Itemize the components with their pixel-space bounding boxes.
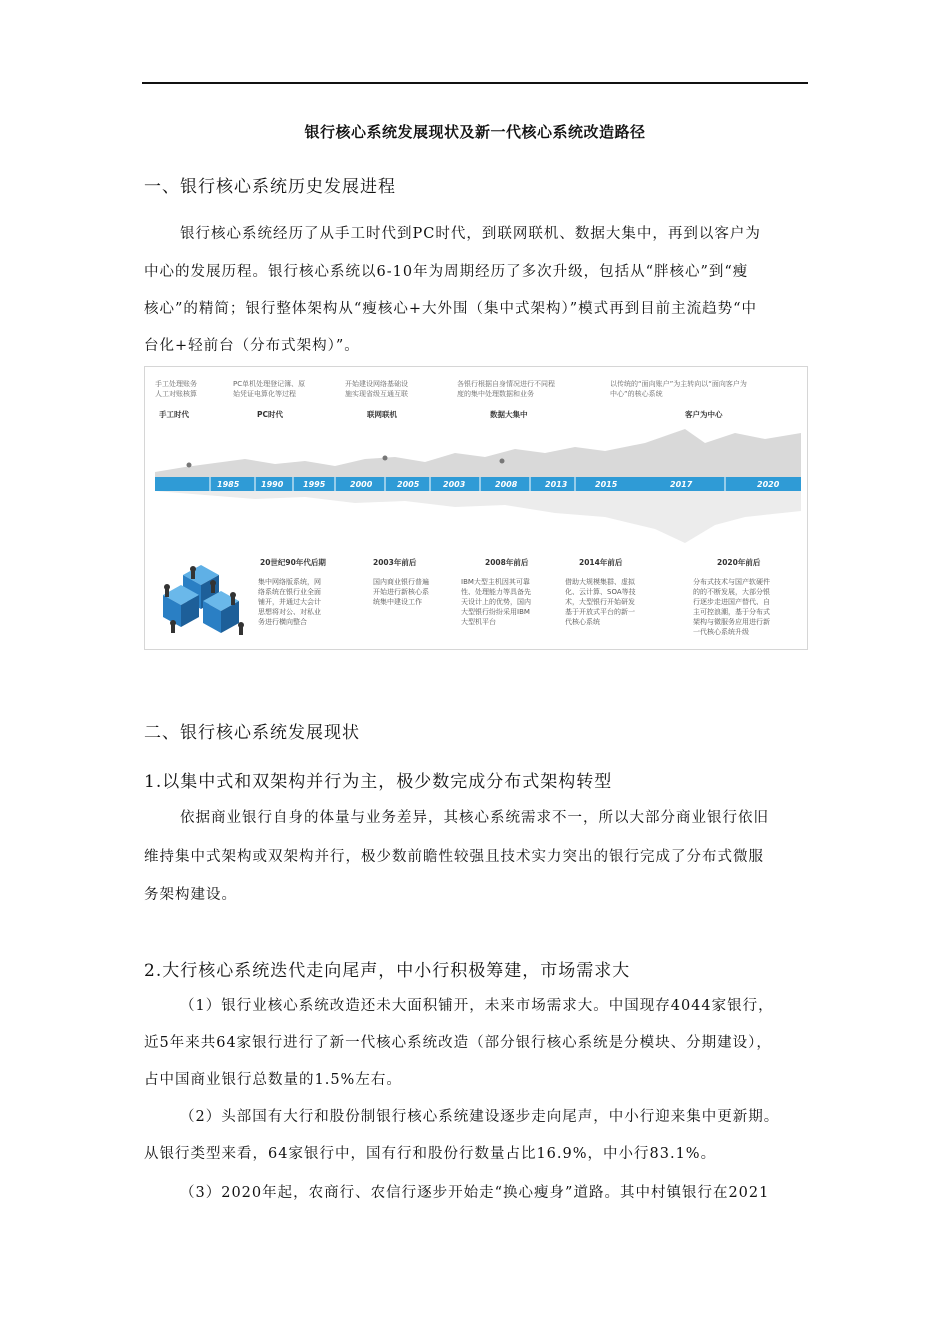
document-title: 银行核心系统发展现状及新一代核心系统改造路径 bbox=[304, 123, 646, 141]
year-label: 2000 bbox=[350, 480, 373, 489]
year-label: 2005 bbox=[397, 480, 420, 489]
text-line: 银行核心系统经历了从手工时代到PC时代，到联网联机、数据大集中，再到以客户为 bbox=[180, 226, 761, 242]
text-line: 台化+轻前台（分布式架构）”。 bbox=[144, 338, 360, 354]
text-line: 从银行类型来看，64家银行中，国有行和股份行数量占比16.9%，中小行83.1%。 bbox=[144, 1146, 717, 1162]
era-marker bbox=[383, 456, 388, 461]
period-note: 分布式技术与国产软硬件 的的不断发展，大部分银 行逐步走进国产替代、自 主可控浪潮，基于分布式 架构与微服务应用进行新 一代核心系统升级 bbox=[693, 578, 770, 636]
header-rule bbox=[142, 82, 808, 84]
year-label: 2020 bbox=[757, 480, 780, 489]
year-label: 2008 bbox=[495, 480, 518, 489]
era-note: PC单机处理登记簿、原 始凭证电算化等过程 bbox=[233, 380, 306, 398]
period-heading: 2014年前后 bbox=[579, 558, 623, 567]
year-label: 1990 bbox=[261, 480, 284, 489]
text-line: （3）2020年起，农商行、农信行逐步开始走“换心瘦身”道路。其中村镇银行在2021 bbox=[180, 1185, 770, 1201]
era-marker bbox=[187, 463, 192, 468]
period-heading: 2008年前后 bbox=[485, 558, 529, 567]
subsection1-heading: 1.以集中式和双架构并行为主，极少数完成分布式架构转型 bbox=[144, 772, 613, 792]
section2-heading: 二、银行核心系统发展现状 bbox=[144, 723, 360, 743]
text-line: （1）银行业核心系统改造还未大面积铺开，未来市场需求大。中国现存4044家银行， bbox=[180, 998, 774, 1014]
era-label: PC时代 bbox=[257, 410, 284, 419]
text-line: 维持集中式架构或双架构并行，极少数前瞻性较强且技术实力突出的银行完成了分布式微服 bbox=[144, 849, 764, 865]
period-heading: 20世纪90年代后期 bbox=[260, 558, 326, 567]
year-label: 1995 bbox=[303, 480, 326, 489]
text-line: 核心”的精简；银行整体架构从“瘦核心+大外围（集中式架构）”模式再到目前主流趋势“中 bbox=[144, 301, 758, 317]
year-label: 1985 bbox=[217, 480, 240, 489]
period-note: 集中网络版系统，网 络系统在银行业全面 铺开，并通过大会计 思想将对公、对私业 务进行横向整合 bbox=[258, 578, 321, 626]
period-note: 国内商业银行普遍 开始进行新核心系 统集中建设工作 bbox=[373, 578, 429, 606]
period-heading: 2020年前后 bbox=[717, 558, 761, 567]
timeline-figure bbox=[144, 366, 808, 650]
text-line: 占中国商业银行总数量的1.5%左右。 bbox=[144, 1072, 402, 1088]
era-note: 以传统的“面向账户”为主转向以“面向客户为 中心”的核心系统 bbox=[610, 380, 747, 398]
period-note: 借助大规模集群、虚拟 化、云计算、SOA等技 术，大型银行开始研发 基于开放式平台的新一 代核心系统 bbox=[565, 578, 636, 626]
era-label: 联网联机 bbox=[367, 410, 397, 419]
period-heading: 2003年前后 bbox=[373, 558, 417, 567]
year-label: 2013 bbox=[545, 480, 568, 489]
text-line: （2）头部国有大行和股份制银行核心系统建设逐步走向尾声，中小行迎来集中更新期。 bbox=[180, 1109, 780, 1125]
era-marker bbox=[500, 459, 505, 464]
section1-heading: 一、银行核心系统历史发展进程 bbox=[144, 177, 396, 197]
subsection2-heading: 2.大行核心系统迭代走向尾声，中小行积极筹建，市场需求大 bbox=[144, 961, 631, 981]
year-label: 2015 bbox=[595, 480, 618, 489]
era-label: 手工时代 bbox=[159, 410, 189, 419]
text-line: 依据商业银行自身的体量与业务差异，其核心系统需求不一，所以大部分商业银行依旧 bbox=[180, 810, 769, 826]
year-label: 2003 bbox=[443, 480, 466, 489]
lower-band bbox=[155, 491, 801, 543]
era-note: 各银行根据自身情况进行不同程 度的集中处理数据和业务 bbox=[457, 380, 555, 398]
period-note: IBM大型主机因其可靠 性、处理能力等具备先 天设计上的优势，国内 大型银行纷纷采用IBM 大型机平台 bbox=[461, 578, 531, 626]
year-label: 2017 bbox=[670, 480, 693, 489]
text-line: 中心的发展历程。银行核心系统以6-10年为周期经历了多次升级，包括从“胖核心”到“瘦 bbox=[144, 264, 749, 280]
upper-band bbox=[155, 429, 801, 477]
text-line: 近5年来共64家银行进行了新一代核心系统改造（部分银行核心系统是分模块、分期建设）， bbox=[144, 1035, 772, 1051]
era-note: 开始建设网络基础设 施实现省级互通互联 bbox=[345, 380, 408, 398]
era-label: 数据大集中 bbox=[490, 410, 528, 419]
era-label: 客户为中心 bbox=[685, 410, 723, 419]
text-line: 务架构建设。 bbox=[144, 887, 237, 903]
cubes-illustration bbox=[163, 565, 244, 635]
timeline-bar bbox=[155, 477, 801, 491]
era-note: 手工处理账务 人工对账核算 bbox=[155, 380, 197, 398]
